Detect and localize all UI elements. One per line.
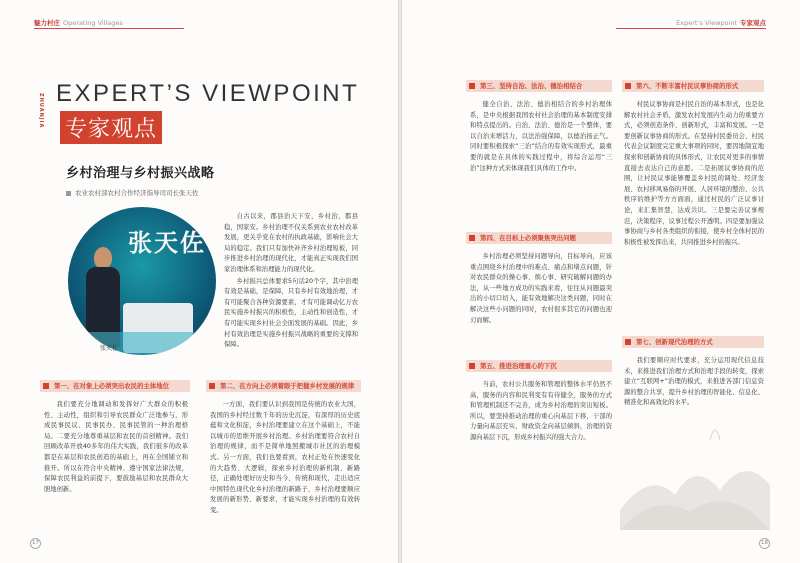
stage-wave: [68, 332, 216, 355]
section-heading-3: 第三、坚持自治、法治、德治相结合: [466, 80, 612, 92]
header-section-label: 魅力村庄: [34, 19, 60, 27]
section-body-1: 我们要充分地调动和发挥好广大群众的积极性、主动性，组织和引导农民群众广泛地参与，形成民事民议、民事民办、民事民管的一种治理格局。二要充分地尊重基层和农民的首创精神。我们回顾改革开放40多年的伟大实践，我们很多的改革都是在基层和农民创造的基础上，再在全国铺立和推开。所以在符合中央精神、遵守国家法律法规，保障农民利益的前提下，要鼓励基层和农民群众大胆地创新。: [44, 401, 188, 493]
header-section-en: Operating Villages: [63, 18, 123, 27]
section-body-7: 我们要顺应时代要求，充分运用现代信息技术，来推进我们治理方式和治理手段的转变，探索建立“互联网+”治理的模式，来推进各部门信息资源的整合共享，提升乡村治理的智能化、信息化、精准化和高效化的水平。: [624, 357, 764, 407]
section-heading-1: 第一、在对象上必须突出农民的主体地位: [40, 380, 190, 392]
photo-backdrop-name: 张天佐: [128, 229, 206, 257]
section-heading-4: 第四、在目标上必须聚焦突出问题: [466, 232, 612, 244]
section-heading-6: 第六、不断丰富村民议事协商的形式: [622, 80, 764, 92]
photo-caption: 张天佐: [100, 345, 119, 352]
left-header-rule: [34, 28, 184, 29]
hero-vertical-label: ZHUANJIA: [38, 93, 44, 129]
section-body-5: 当前，农村公共服务和管理的整体水平仍然不高，服务的内容和民利变有有待健全，服务的方式和管理机制还不完善，成为乡村治理的突出短板。所以，要坚持推动治理的重心向基层下移，干部的力量向基层充实，财政资金向基层倾斜，治理的资源向基层下沉，形成乡村振兴的强大合力。: [470, 381, 612, 441]
hero-title-cn: 专家观点: [60, 111, 162, 144]
intro-text: [224, 212, 358, 352]
byline-bullet-icon: [66, 191, 71, 196]
section-body-3: 健全自治、法治、德治相结合的乡村治理体系，是中央根据我国农村社会治理的基本制度安排和特点提出的。自治、法治、德治是一个整体，要以自治来增活力，以法治强保障，以德治扬正气。同时要积极探索“三治”结合的有效实现形式，最重要的就是在具体的实践过程中，将综合运用“三治”这种方式来体现我们具体的工作中。: [470, 101, 612, 172]
section-heading-7: 第七、创新现代治理的方式: [622, 336, 764, 348]
left-header: [34, 18, 123, 27]
section-body-2: 一方面，我们要认识到我国是传统的农业大国，我国的乡村经过数千年的历史沉淀，有深厚的历史底蕴和文化积淀，乡村治理要建立在这个基础上，不能以城市的思维开展乡村治理。乡村治理要符合农村自治理的规律，而不是简单地照搬城市社区的治理模式。另一方面，我们也要看到，农村正处在快速变化的大趋势、大逻辑，探索乡村治理的新机制、新路径，正确处理好历史和当今、传统和现代，走出适应中国特色现代化乡村治理的新路子，乡村治理要顺应发展的新形势、新要求，才能实现乡村治理的有效转变。: [210, 401, 360, 514]
section-heading-5: 第五、推进治理重心的下沉: [466, 360, 612, 372]
intro-paragraph: 自古以来，郡县治天下安，乡村治，郡县稳，国家安。乡村治理不仅关系到农业农村改革发展，更关乎党在农村的执政基础，影响社会大局的稳定。我们只有加快补齐乡村治理短板，同步推进乡村治理的现代化，才能真正实现我们国家治理体系和治理能力的现代化。: [224, 213, 358, 273]
right-header: [676, 18, 766, 27]
article-byline: [66, 188, 199, 197]
book-spine: [398, 0, 402, 563]
hero-title-en: EXPERT’S VIEWPOINT: [56, 80, 360, 107]
page-number-left: 17: [30, 538, 41, 549]
header-column-label: 专家观点: [740, 19, 766, 27]
page-number-right: 18: [759, 538, 770, 549]
article-title: 乡村治理与乡村振兴战略: [66, 166, 215, 181]
section-body-6: 村民议事协商是村民自治的基本形式，也是化解农村社会矛盾，激发农村发展内生动力的重要方式，必须创造条件、创新形式，丰富和发展。一是要创新议事协商的形式。在坚持村民委员会、村民代表会议制度完定重大事项的同时，要因地制宜地探索和创新协商的具体形式，让农民对更多的事情直接去表达自己的意愿。二是拓展议事协商的范围，让村民议事能够覆盖乡村民的调处、经济发展、农村移风易俗的开展、人居环境的整治、公共秩序的维护等方方面面，通过村民的广泛议事讨论，来汇集智慧，达成共识。三是要完善议事规范，决策程序，议事过程公开透明。四是要加强议事协商与乡村各类组织的衔接，使乡村全体村民的积极性被发挥出来，共同推进乡村的振兴。: [624, 101, 764, 246]
byline-text: 农业农村部农村合作经济指导司司长张天佐: [75, 189, 199, 197]
speaker-photo: [68, 207, 216, 355]
right-header-rule: [616, 28, 766, 29]
intro-paragraph: 乡村振兴总体要求5句话20个字，其中治理有效是基础，是保障，只有乡村有效地治理，才有可能聚合各种资源要素，才有可能调动亿万农民实施乡村振兴的积极性，主动性和创造性，才有可能实现乡村社会全面发展的基础。因此，乡村有效治理是实施乡村振兴战略的重要的支撑和保障。: [224, 277, 358, 349]
section-heading-2: 第二、在方向上必须着眼于把握乡村发展的规律: [206, 380, 361, 392]
ink-landscape-decoration: [620, 400, 770, 530]
header-column-en: Expert’s Viewpoint: [676, 18, 737, 27]
section-body-4: 乡村治理必须坚持问题导向，目标导向，应该重点围绕乡村治理中的难点、痛点和堵点问题，针对农民群众的操心事、烦心事、研究破解问题的办法，从一些地方成功的实践来看，往往从问题最突出的小切口切入，能有效地解决这类问题，同时在解决这些小问题的同时，农村很多其它的问题也迎刃而解。: [470, 253, 612, 324]
